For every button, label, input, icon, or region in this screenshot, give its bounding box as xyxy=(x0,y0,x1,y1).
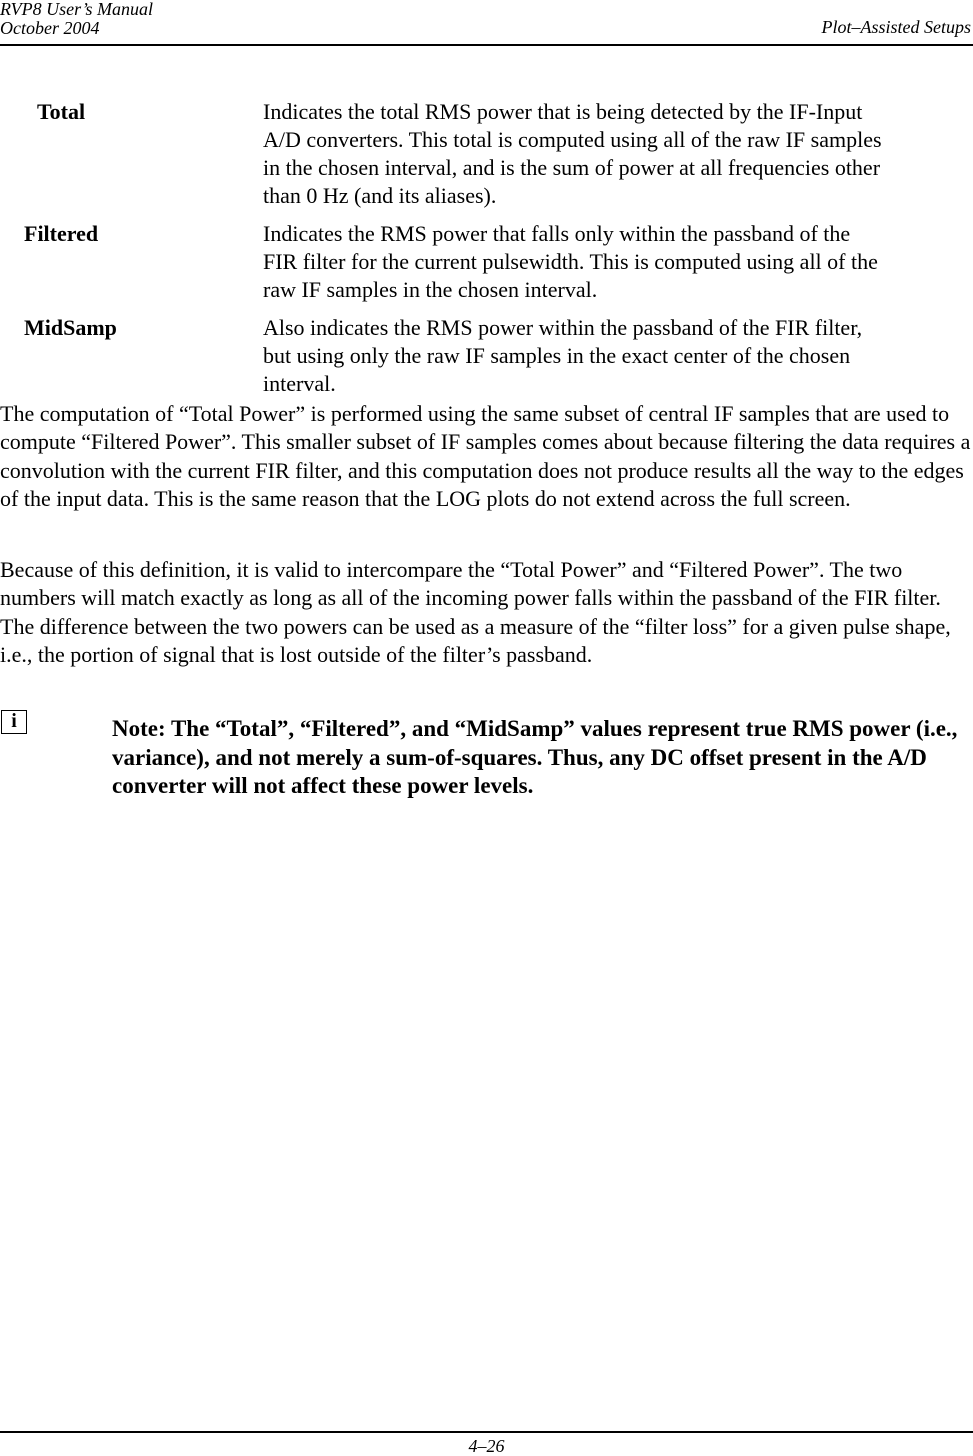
document-date: October 2004 xyxy=(0,18,100,38)
definition-term: Filtered xyxy=(24,221,99,246)
definition-line: but using only the raw IF samples in the exact center of the chosen xyxy=(263,343,851,368)
definition-line: Indicates the total RMS power that is being detected by the IF-Input xyxy=(263,99,863,124)
definition-item-filtered xyxy=(0,220,973,304)
info-icon: i xyxy=(1,710,27,734)
definition-item-midsamp xyxy=(0,314,973,398)
body-paragraph: Because of this definition, it is valid to intercompare the “Total Power” and “Filtered Power”. The two numbers will match exactly as long as all of the incoming power falls within the passband of the FIR filter. The difference between the two powers can be used as a measure of the “filter loss” for a given pulse shape, i.e., the portion of signal that is lost outside of the filter’s passband. xyxy=(0,557,951,667)
definition-term: Total xyxy=(37,99,86,124)
header-left xyxy=(0,0,153,38)
definition-line: Also indicates the RMS power within the passband of the FIR filter, xyxy=(263,315,863,340)
definition-description xyxy=(263,98,973,210)
body-paragraph: The computation of “Total Power” is performed using the same subset of central IF samples that are used to compute “Filtered Power”. This smaller subset of IF samples comes about because filtering the data requires a convolution with the current FIR filter, and this computation does not produce results all the way to the edges of the input data. This is the same reason that the LOG plots do not extend across the full screen. xyxy=(0,401,971,511)
definition-line: than 0 Hz (and its aliases). xyxy=(263,183,497,208)
definition-line: interval. xyxy=(263,371,336,396)
note-text: Note: The “Total”, “Filtered”, and “MidSamp” values represent true RMS power (i.e., variance), and not merely a sum-of-squares. Thus, any DC offset present in the A/D converter will not affect these power levels. xyxy=(112,716,958,798)
definition-term: MidSamp xyxy=(24,315,117,340)
definition-description xyxy=(263,314,973,398)
definition-line: Indicates the RMS power that falls only within the passband of the xyxy=(263,221,851,246)
page-number: 4–26 xyxy=(468,1436,505,1456)
definition-line: A/D converters. This total is computed using all of the raw IF samples xyxy=(263,127,882,152)
definition-line: FIR filter for the current pulsewidth. This is computed using all of the xyxy=(263,249,878,274)
definition-description xyxy=(263,220,973,304)
page-header xyxy=(0,0,973,46)
definition-list xyxy=(0,98,973,408)
page-footer xyxy=(0,1431,973,1456)
definition-line: raw IF samples in the chosen interval. xyxy=(263,277,598,302)
section-title: Plot–Assisted Setups xyxy=(821,17,971,37)
definition-item-total xyxy=(0,98,973,210)
definition-line: in the chosen interval, and is the sum of power at all frequencies other xyxy=(263,155,881,180)
manual-title: RVP8 User’s Manual xyxy=(0,0,153,19)
